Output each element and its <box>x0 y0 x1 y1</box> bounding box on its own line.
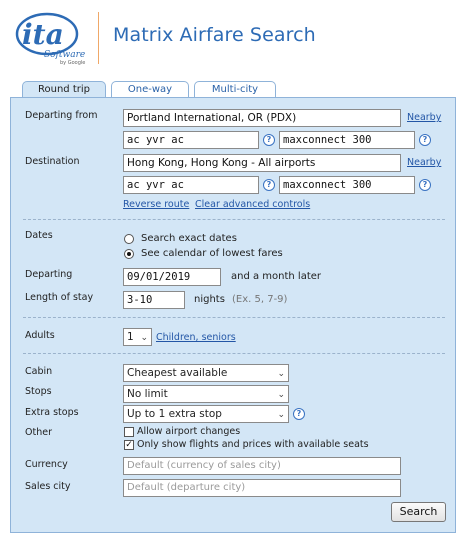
page-title: Matrix Airfare Search <box>113 24 316 46</box>
exact-dates-radio[interactable] <box>124 234 134 244</box>
clear-advanced-controls-link[interactable]: Clear advanced controls <box>195 199 311 210</box>
destination-input[interactable]: Hong Kong, Hong Kong - All airports <box>123 154 401 172</box>
adults-select[interactable] <box>123 328 152 346</box>
chevron-down-icon: ⌄ <box>277 390 285 400</box>
adults-select-value: 1 <box>127 331 134 343</box>
stops-label: Stops <box>25 386 52 397</box>
length-of-stay-input[interactable]: 3-10 <box>123 291 185 309</box>
search-form-panel <box>10 97 456 533</box>
length-of-stay-label: Length of stay <box>25 292 94 303</box>
children-seniors-link[interactable]: Children, seniors <box>156 332 236 343</box>
stops-select-value: No limit <box>127 388 168 400</box>
destination-extension-help-icon[interactable]: ? <box>419 179 431 191</box>
stops-select[interactable] <box>123 385 289 403</box>
destination-extension-input[interactable]: maxconnect 300 <box>279 176 415 194</box>
destination-nearby-link[interactable]: Nearby <box>407 157 442 168</box>
other-label: Other <box>25 427 52 438</box>
destination-label: Destination <box>25 156 80 167</box>
currency-input[interactable]: Default (currency of sales city) <box>123 457 401 475</box>
length-of-stay-hint: (Ex. 5, 7-9) <box>232 294 288 305</box>
exact-dates-label: Search exact dates <box>141 233 237 244</box>
adults-label: Adults <box>25 330 55 341</box>
section-divider <box>23 219 445 220</box>
extra-stops-select-value: Up to 1 extra stop <box>127 408 222 420</box>
departing-date-suffix: and a month later <box>231 271 322 282</box>
header-separator <box>98 12 99 64</box>
departing-date-label: Departing <box>25 269 73 280</box>
logo-sub: Software <box>44 50 86 60</box>
cabin-select-value: Cheapest available <box>127 367 228 379</box>
section-divider <box>23 353 445 354</box>
logo-by: by Google <box>60 60 86 66</box>
tab-round-trip[interactable]: Round trip <box>22 81 106 99</box>
departing-nearby-link[interactable]: Nearby <box>407 112 442 123</box>
departing-extension-input[interactable]: maxconnect 300 <box>279 131 415 149</box>
destination-routing-input[interactable]: ac yvr ac <box>123 176 259 194</box>
departing-from-input[interactable]: Portland International, OR (PDX) <box>123 109 401 127</box>
departing-extension-help-icon[interactable]: ? <box>419 134 431 146</box>
allow-airport-changes-label: Allow airport changes <box>137 426 241 437</box>
dates-label: Dates <box>25 230 53 241</box>
nights-label: nights <box>194 294 225 305</box>
tab-multi-city[interactable]: Multi-city <box>194 81 276 98</box>
logo-text: ita <box>22 18 64 51</box>
section-divider <box>23 317 445 318</box>
extra-stops-label: Extra stops <box>25 407 79 418</box>
departing-from-label: Departing from <box>25 110 98 121</box>
sales-city-label: Sales city <box>25 481 71 492</box>
departing-routing-input[interactable]: ac yvr ac <box>123 131 259 149</box>
calendar-fares-radio[interactable] <box>124 249 134 259</box>
allow-airport-changes-checkbox[interactable] <box>124 427 134 437</box>
destination-routing-help-icon[interactable]: ? <box>263 179 275 191</box>
sales-city-input[interactable]: Default (departure city) <box>123 479 401 497</box>
chevron-down-icon: ⌄ <box>140 333 148 343</box>
currency-label: Currency <box>25 459 68 470</box>
only-available-seats-checkbox[interactable]: ✓ <box>125 440 133 450</box>
extra-stops-select[interactable] <box>123 405 289 423</box>
reverse-route-link[interactable]: Reverse route <box>123 199 190 210</box>
tab-one-way[interactable]: One-way <box>111 81 189 98</box>
calendar-fares-label: See calendar of lowest fares <box>141 248 283 259</box>
departing-date-input[interactable]: 09/01/2019 <box>123 268 221 286</box>
cabin-label: Cabin <box>25 366 53 377</box>
extra-stops-help-icon[interactable]: ? <box>293 408 305 420</box>
chevron-down-icon: ⌄ <box>277 410 285 420</box>
chevron-down-icon: ⌄ <box>277 369 285 379</box>
departing-routing-help-icon[interactable]: ? <box>263 134 275 146</box>
ita-software-logo <box>14 10 94 66</box>
search-button[interactable]: Search <box>391 502 446 522</box>
only-available-seats-label: Only show flights and prices with available seats <box>137 439 369 450</box>
cabin-select[interactable] <box>123 364 289 382</box>
